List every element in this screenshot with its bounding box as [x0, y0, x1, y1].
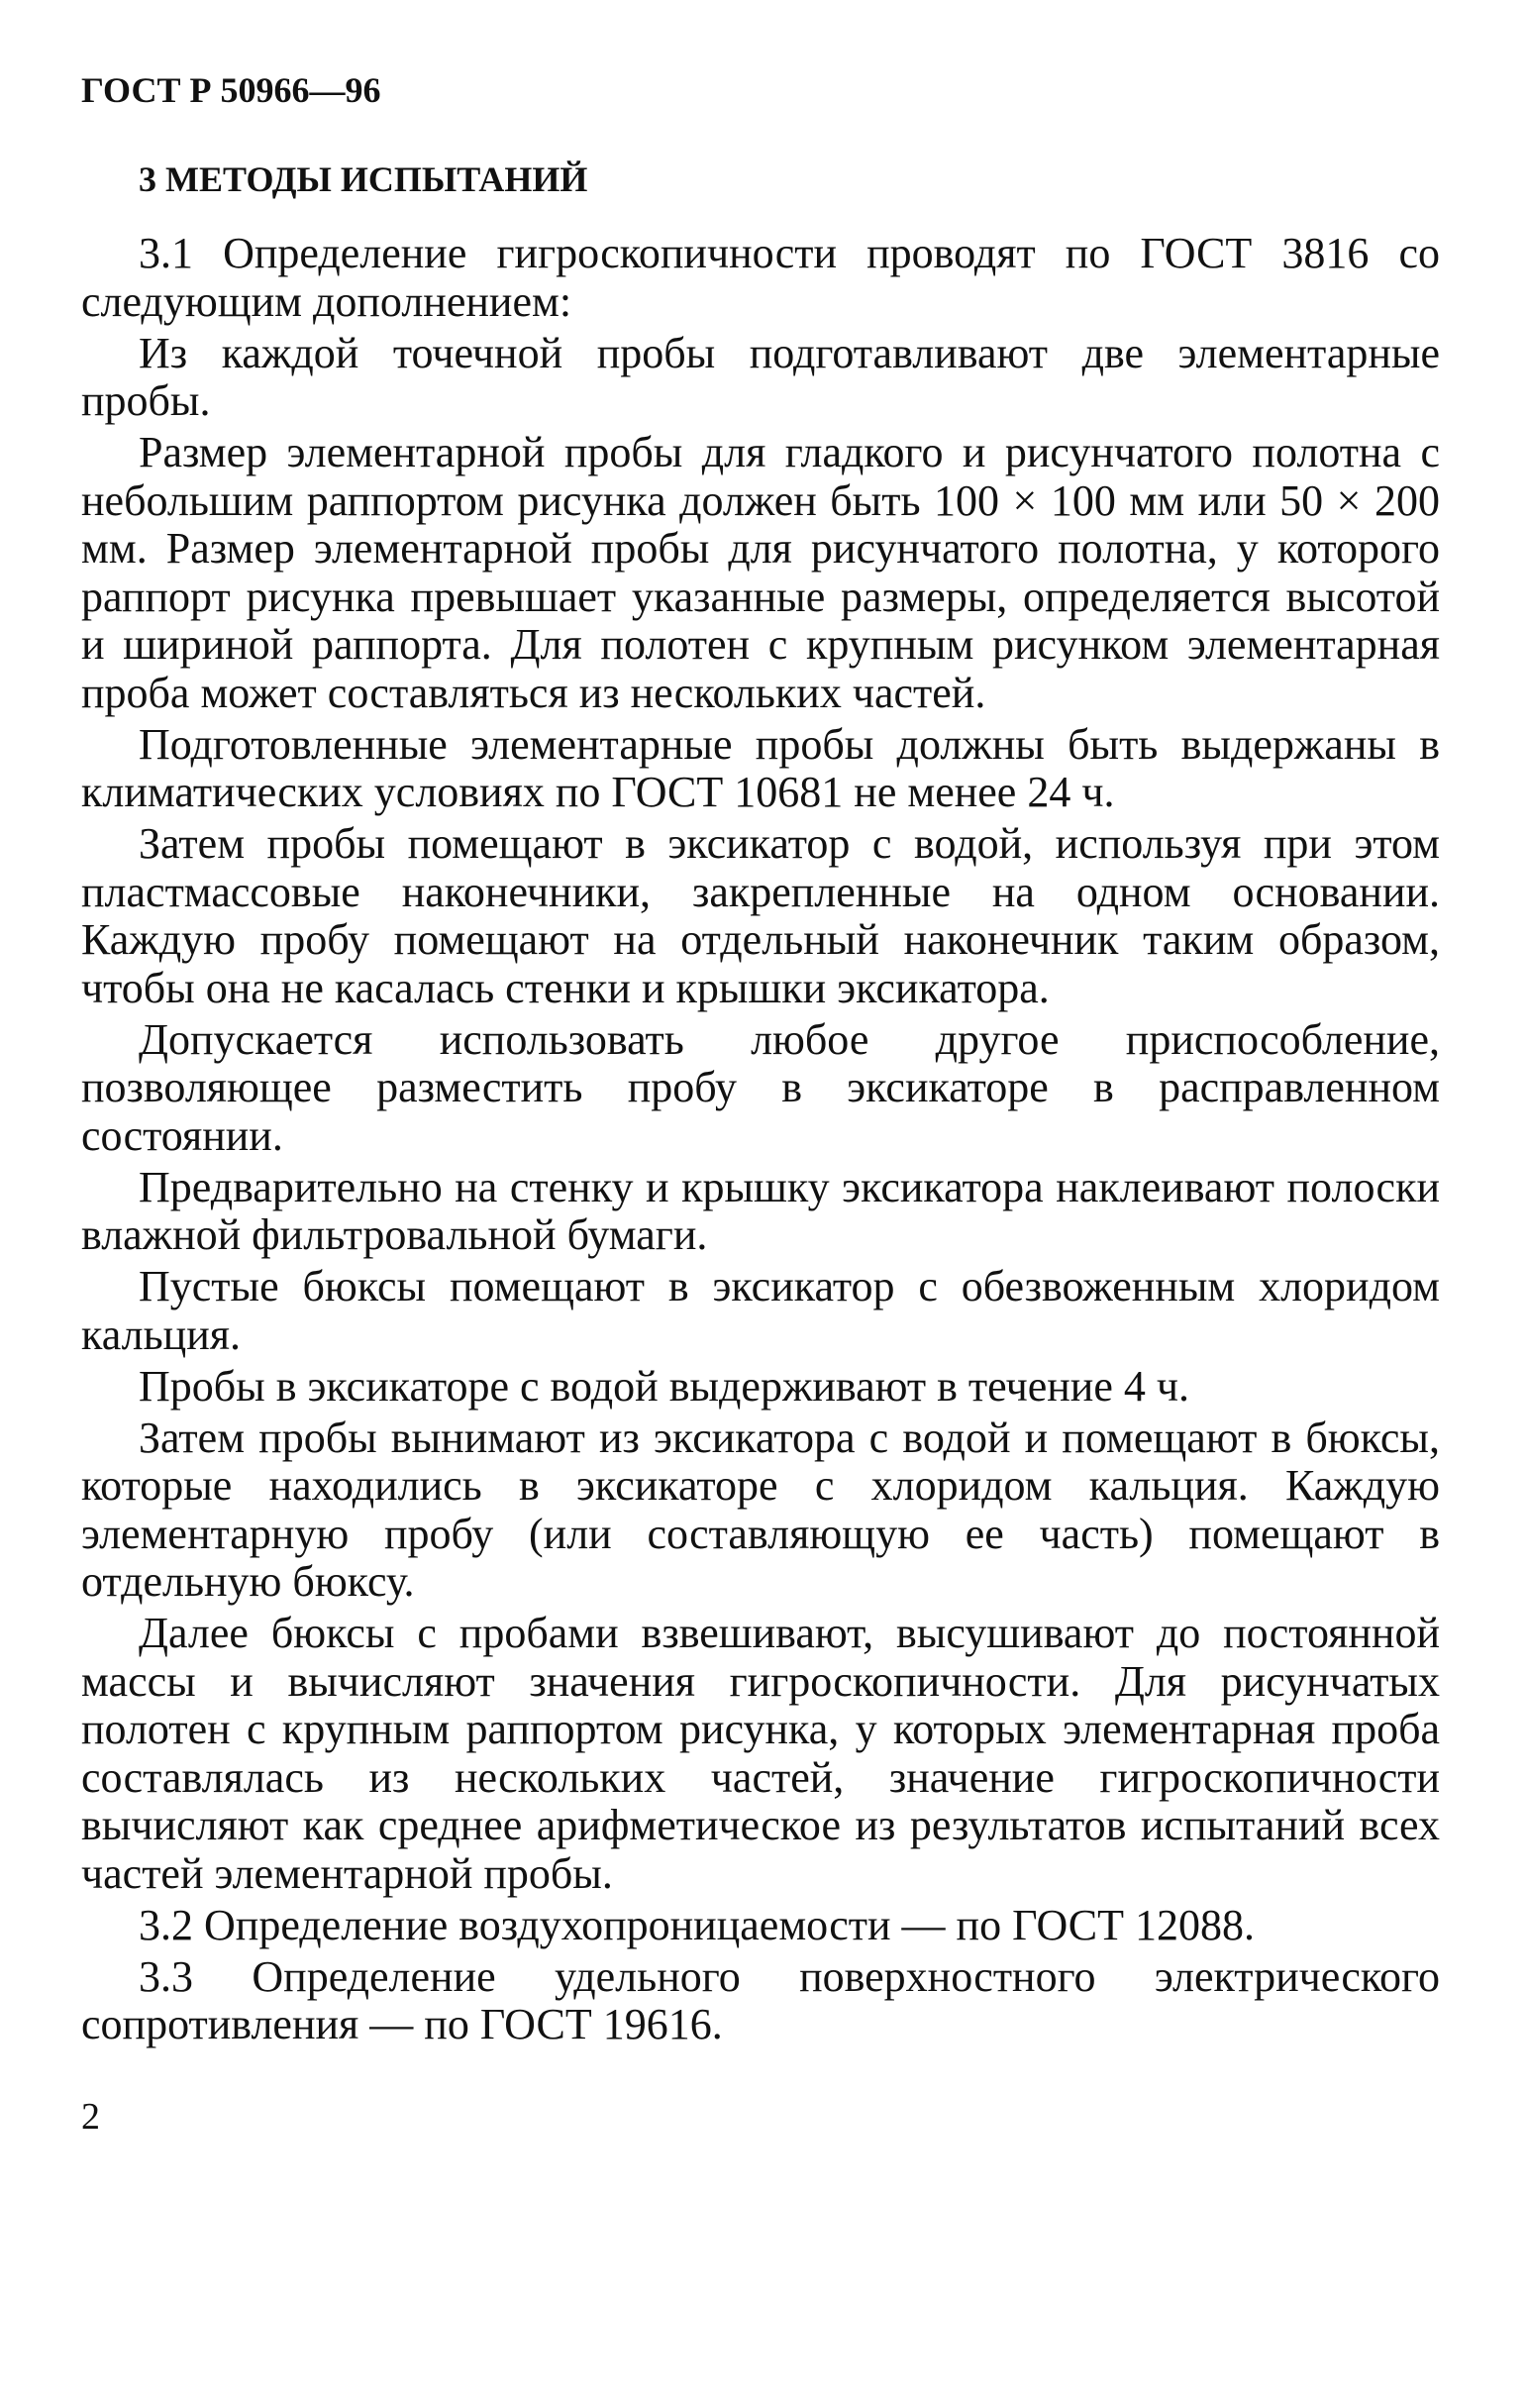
paragraph: Допускается использовать любое другое приспособление, позволяющее разместить пробу в эксикаторе в расправленном состоянии.	[81, 1014, 1440, 1160]
paragraph: Подготовленные элементарные пробы должны быть выдержаны в климатических условиях по ГОСТ 10681 не менее 24 ч.	[81, 719, 1440, 816]
paragraph: Размер элементарной пробы для гладкого и рисунчатого полотна с небольшим раппортом рисунка должен быть 100 × 100 мм или 50 × 200 мм. Размер элементарной пробы для рисунчатого полотна, у которого раппорт рисунка превышает указанные размеры, определяется высотой и шириной раппорта. Для полотен с крупным рисунком элементарная проба может составляться из нескольких частей.	[81, 428, 1440, 717]
paragraph: Пробы в эксикаторе с водой выдерживают в течение 4 ч.	[139, 1361, 1189, 1411]
paragraph: Далее бюксы с пробами взвешивают, высушивают до постоянной массы и вычисляют значения гигроскопичности. Для рисунчатых полотен с крупным раппортом рисунка, у которых элементарная проба составлялась из нескольких частей, значение гигроскопичности вычисляют как среднее арифметическое из результатов испытаний всех частей элементарной пробы.	[81, 1609, 1440, 1898]
paragraph: Предварительно на стенку и крышку эксикатора наклеивают полоски влажной фильтровальной бумаги.	[81, 1162, 1440, 1259]
document-header: ГОСТ Р 50966—96	[81, 70, 381, 110]
paragraph: Затем пробы вынимают из эксикатора с водой и помещают в бюксы, которые находились в эксикаторе с хлоридом кальция. Каждую элементарную пробу (или составляющую ее часть) помещают в отдельную бюксу.	[81, 1413, 1440, 1606]
paragraph: Пустые бюксы помещают в эксикатор с обезвоженным хлоридом кальция.	[81, 1262, 1440, 1359]
paragraph: Из каждой точечной пробы подготавливают две элементарные пробы.	[81, 328, 1440, 425]
page-number: 2	[81, 2096, 100, 2138]
section-title: 3 МЕТОДЫ ИСПЫТАНИЙ	[139, 159, 588, 199]
paragraph-3-1: 3.1 Определение гигроскопичности проводят по ГОСТ 3816 со следующим дополнением:	[81, 229, 1440, 326]
paragraph: Затем пробы помещают в эксикатор с водой, используя при этом пластмассовые наконечники, закрепленные на одном основании. Каждую пробу помещают на отдельный наконечник таким образом, чтобы она не касалась стенки и крышки эксикатора.	[81, 819, 1440, 1012]
paragraph-3-3: 3.3 Определение удельного поверхностного электрического сопротивления — по ГОСТ 19616.	[81, 1951, 1440, 2048]
paragraph-3-2: 3.2 Определение воздухопроницаемости — по ГОСТ 12088.	[139, 1900, 1255, 1949]
section-body	[81, 230, 1440, 2052]
